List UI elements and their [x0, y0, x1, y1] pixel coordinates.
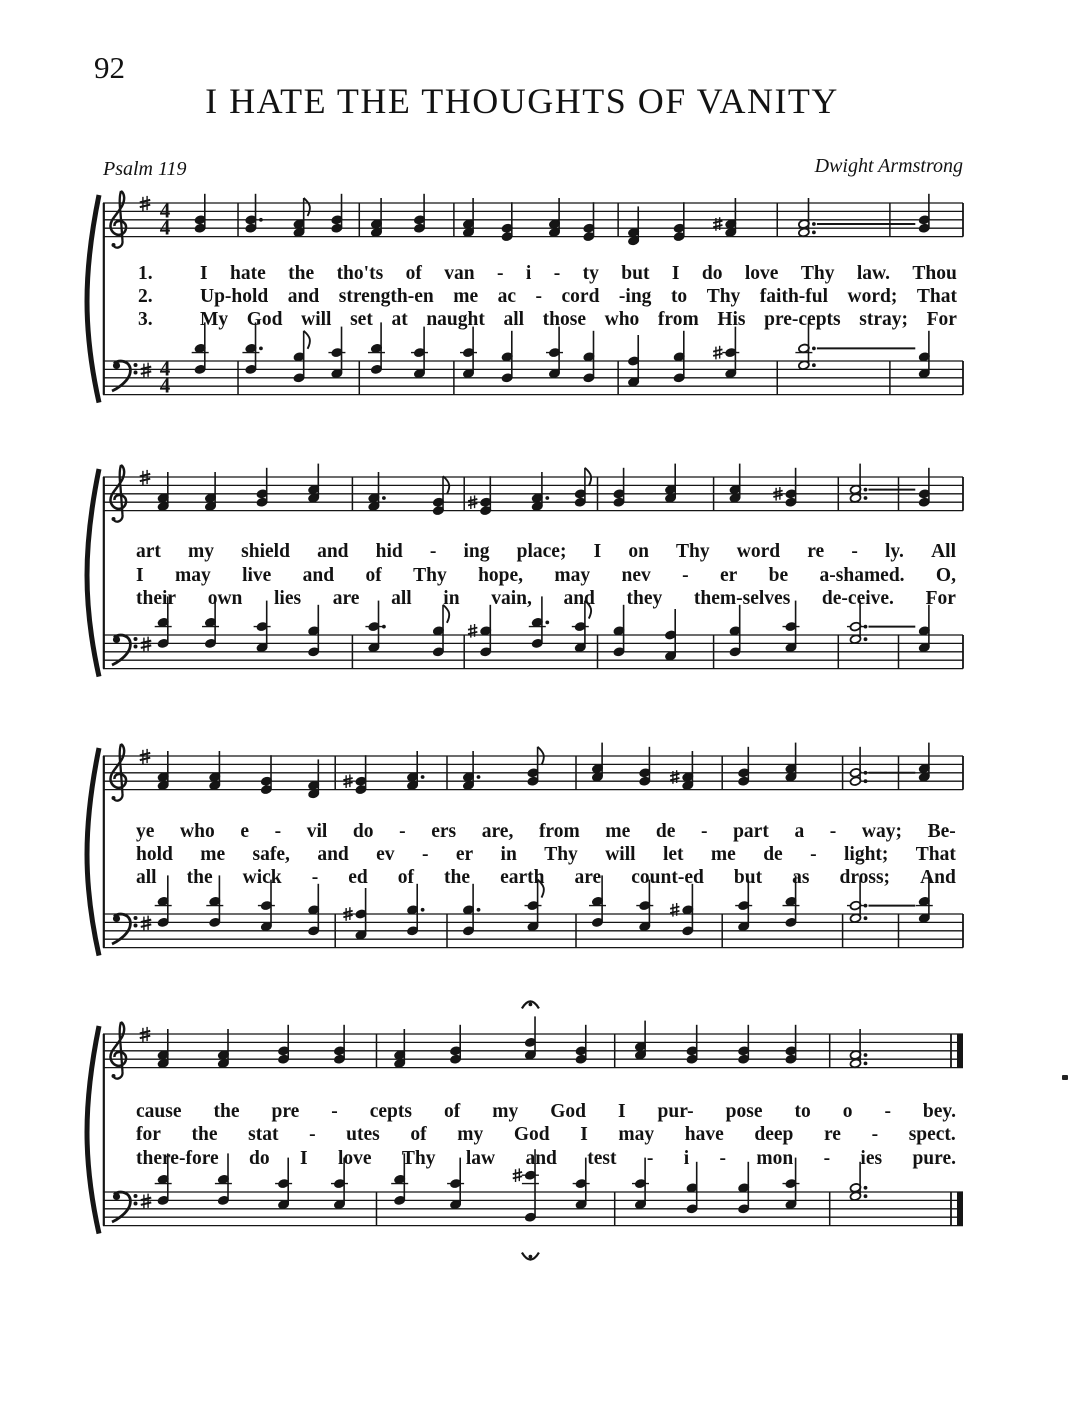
lyric-line: art my shield and hid - ing place; I on Thy word re - ly. All [136, 541, 956, 562]
scan-artifact [1062, 1075, 1068, 1080]
lyric-line: I may live and of Thy hope, may nev - er be a-shamed. O, [136, 565, 956, 586]
lyric-line: all the wick - ed of the earth are count-ed but as dross; And [136, 867, 956, 888]
lyric-line: ye who e - vil do - ers are, from me de - part a - way; Be- [136, 821, 956, 842]
page-number: 92 [94, 50, 125, 85]
lyric-line: their own lies are all in vain, and they them-selves de-ceive. For [136, 588, 956, 609]
scripture-reference: Psalm 119 [103, 158, 187, 180]
svg-text:4: 4 [159, 373, 171, 398]
system-brace [87, 748, 99, 956]
system-brace [87, 1026, 99, 1234]
lyric-line: cause the pre - cepts of my God I pur- pose to o - bey. [136, 1101, 956, 1122]
verse-number: 2. [138, 286, 153, 307]
verse-number: 1. [138, 263, 153, 284]
lyric-line: I hate the tho'ts of van - i - ty but I do love Thy law. Thou [200, 263, 957, 284]
lyric-line: hold me safe, and ev - er in Thy will let me de - light; That [136, 844, 956, 865]
system-brace [87, 469, 99, 677]
svg-text:4: 4 [159, 198, 171, 223]
lyric-line: there-fore do I love Thy law and test - i - mon - ies pure. [136, 1148, 956, 1169]
lyric-line: Up-hold and strength-en me ac - cord -ing to Thy faith-ful word; That [200, 286, 957, 307]
system-brace [87, 195, 99, 403]
verse-number: 3. [138, 309, 153, 330]
lyric-line: for the stat - utes of my God I may have deep re - spect. [136, 1124, 956, 1145]
svg-text:4: 4 [159, 215, 171, 240]
svg-text:4: 4 [159, 356, 171, 381]
lyric-line: My God will set at naught all those who from His pre-cepts stray; For [200, 309, 957, 330]
hymn-title: I HATE THE THOUGHTS OF VANITY [205, 81, 839, 121]
composer-credit: Dwight Armstrong [814, 155, 963, 177]
